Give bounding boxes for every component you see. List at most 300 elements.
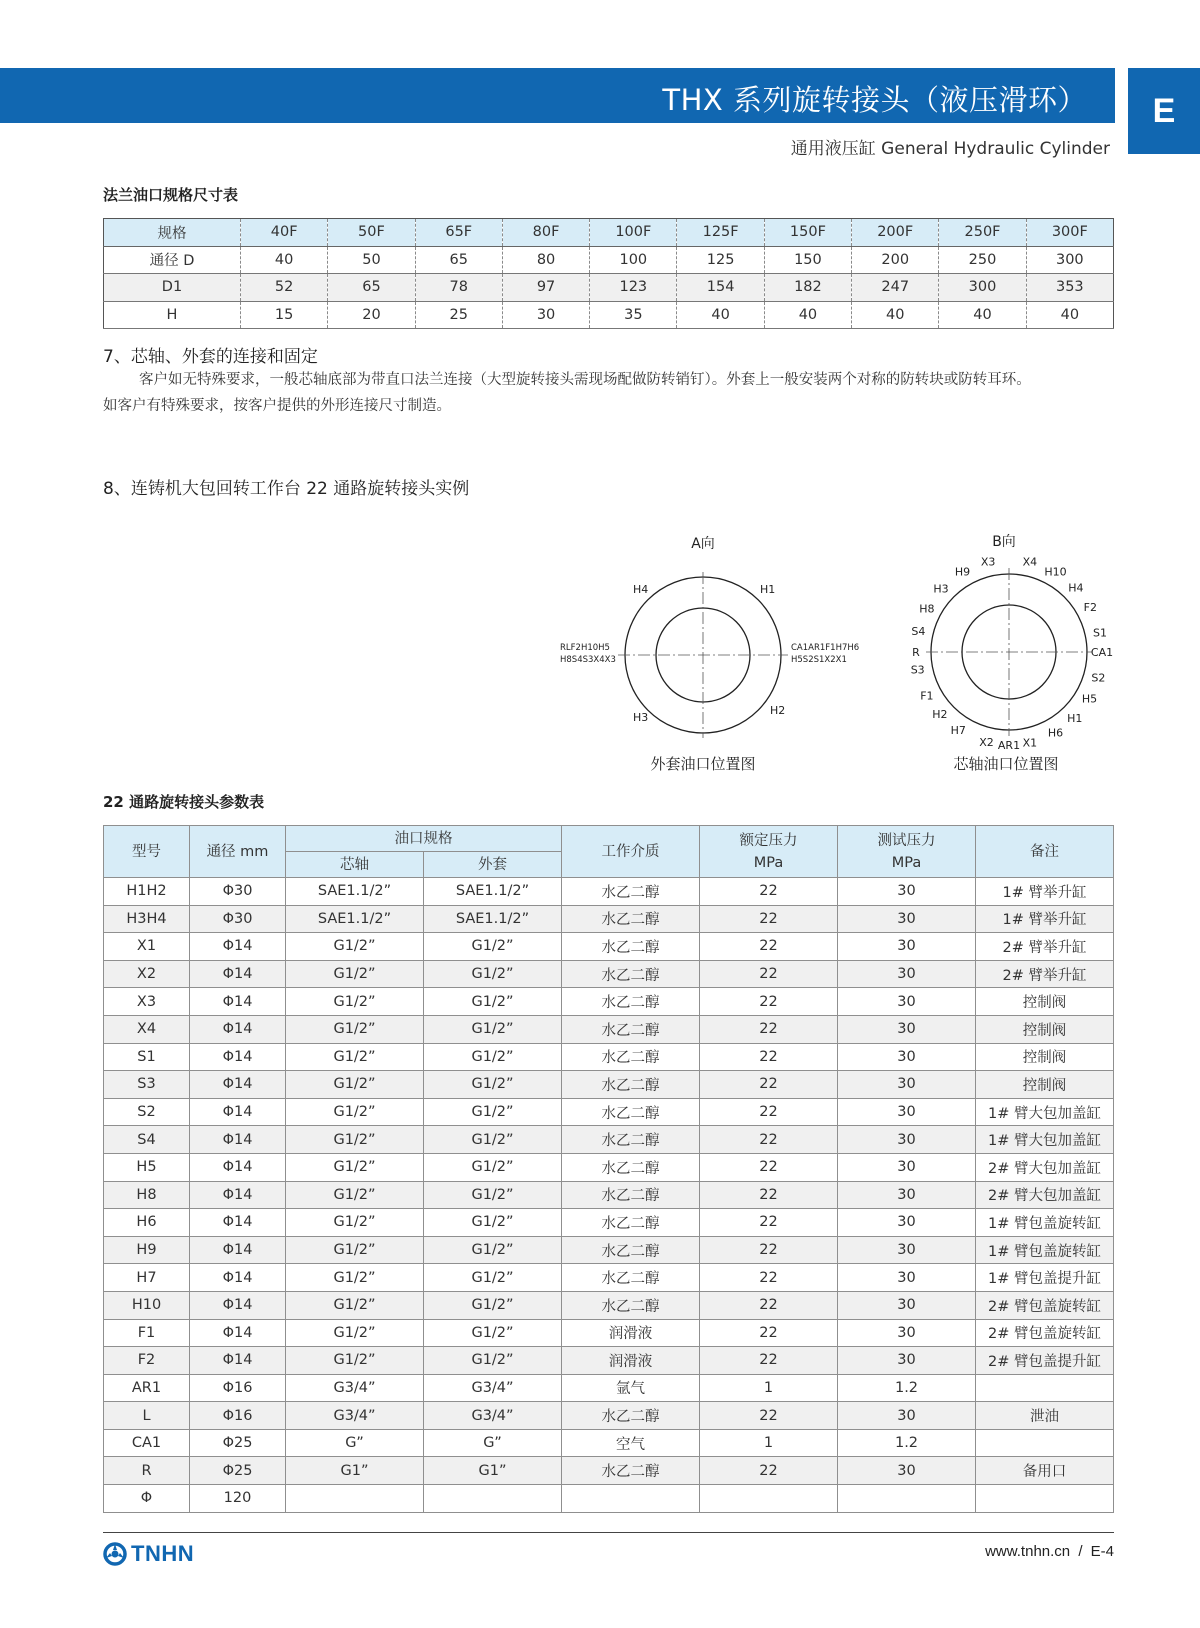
table-cell: H6 — [104, 1209, 190, 1237]
table-header-cell: 50F — [328, 219, 415, 247]
table-header-cell: 250F — [939, 219, 1026, 247]
port-label-b: H7 — [950, 724, 966, 737]
table-cell: 353 — [1026, 274, 1113, 302]
port-label-a: H3 — [633, 711, 649, 724]
table-cell: 22 — [700, 878, 838, 906]
table-cell: 2# 臂大包加盖缸 — [976, 1153, 1114, 1181]
table-row — [104, 1236, 1114, 1264]
table-cell: 120 — [190, 1485, 286, 1513]
table-cell: Φ14 — [190, 1347, 286, 1375]
table-row — [104, 274, 1114, 302]
table-cell: Φ14 — [190, 1264, 286, 1292]
table-cell: 30 — [838, 988, 976, 1016]
table-cell: 通径 D — [104, 246, 241, 274]
rated-pressure-unit: MPa — [753, 854, 784, 871]
table-cell: H7 — [104, 1264, 190, 1292]
table-cell: 1.2 — [838, 1429, 976, 1457]
table-cell: 控制阀 — [976, 1043, 1114, 1071]
table-row — [104, 1374, 1114, 1402]
table-cell: Φ14 — [190, 933, 286, 961]
table-cell: 30 — [838, 1347, 976, 1375]
table-cell: 22 — [700, 1236, 838, 1264]
port-label-b: H2 — [932, 708, 948, 722]
port-label-b: H10 — [1044, 565, 1067, 579]
table-row — [104, 988, 1114, 1016]
table-cell: 水乙二醇 — [562, 1043, 700, 1071]
table-cell: 22 — [700, 1015, 838, 1043]
table-cell: 30 — [838, 1291, 976, 1319]
table-cell: Φ14 — [190, 960, 286, 988]
table-row — [104, 960, 1114, 988]
table-cell: 22 — [700, 988, 838, 1016]
table-cell: L — [104, 1402, 190, 1430]
table-cell: 22 — [700, 1071, 838, 1099]
port-label-b: X1 — [1022, 736, 1038, 750]
table-cell: 30 — [838, 1126, 976, 1154]
table-cell: Φ25 — [190, 1457, 286, 1485]
table-cell: 水乙二醇 — [562, 1264, 700, 1292]
table-cell: 空气 — [562, 1429, 700, 1457]
page-subtitle: 通用液压缸 General Hydraulic Cylinder — [790, 139, 1110, 159]
table-cell: 1.2 — [838, 1374, 976, 1402]
table-cell: H — [104, 301, 241, 329]
port-label-b: H4 — [1068, 581, 1084, 595]
table-cell: 40 — [764, 301, 851, 329]
table-cell: 30 — [838, 1264, 976, 1292]
table-cell: Φ14 — [190, 1236, 286, 1264]
param-table-caption: 22 通路旋转接头参数表 — [103, 793, 265, 811]
table-cell: 22 — [700, 1153, 838, 1181]
table-cell: G” — [424, 1429, 562, 1457]
port-label-b: H1 — [1067, 711, 1083, 725]
table-cell: G1/2” — [424, 1098, 562, 1126]
table-cell: G3/4” — [286, 1402, 424, 1430]
table-cell: 22 — [700, 1264, 838, 1292]
table-cell: G1/2” — [424, 988, 562, 1016]
table-cell — [838, 1485, 976, 1513]
table-cell: 2# 臂大包加盖缸 — [976, 1181, 1114, 1209]
table-cell: SAE1.1/2” — [286, 905, 424, 933]
port-label-b: CA1 — [1090, 646, 1114, 659]
table-cell: H10 — [104, 1291, 190, 1319]
table-cell: H8 — [104, 1181, 190, 1209]
table-row — [104, 1209, 1114, 1237]
table-cell: 15 — [241, 301, 328, 329]
footer-page-info — [985, 1543, 1114, 1560]
table-cell: 65 — [328, 274, 415, 302]
table-cell: 40 — [939, 301, 1026, 329]
table-cell: 2# 臂举升缸 — [976, 933, 1114, 961]
table-cell: CA1 — [104, 1429, 190, 1457]
table-row — [104, 1485, 1114, 1513]
section-7-line-2: 如客户有特殊要求，按客户提供的外形连接尺寸制造。 — [103, 398, 451, 414]
port-label-b: S4 — [911, 625, 926, 639]
table-cell: 22 — [700, 933, 838, 961]
table-cell: S1 — [104, 1043, 190, 1071]
table-row — [104, 1347, 1114, 1375]
header-bar — [0, 68, 1115, 123]
port-label-b: X4 — [1022, 555, 1038, 569]
port-label-b: X2 — [979, 736, 994, 750]
table-cell: Φ14 — [190, 1071, 286, 1099]
table-cell: 22 — [700, 1043, 838, 1071]
page-number: E-4 — [1090, 1543, 1114, 1560]
header-port-spec: 油口规格 — [286, 826, 562, 852]
table-cell: 2# 臂包盖旋转缸 — [976, 1291, 1114, 1319]
table-cell: G1/2” — [424, 1181, 562, 1209]
table-cell: Φ14 — [190, 1291, 286, 1319]
table-cell: 1# 臂举升缸 — [976, 905, 1114, 933]
test-pressure-label: 测试压力 — [877, 832, 936, 849]
table-cell: Φ14 — [190, 1043, 286, 1071]
table-cell: Φ14 — [190, 1209, 286, 1237]
table-cell: 22 — [700, 1181, 838, 1209]
section-tab: E — [1128, 68, 1200, 154]
table-cell: H1H2 — [104, 878, 190, 906]
port-position-diagrams — [0, 520, 1200, 780]
table-cell: 22 — [700, 1319, 838, 1347]
port-group-label: H5S2S1X2X1 — [791, 655, 847, 665]
table-cell: 水乙二醇 — [562, 960, 700, 988]
section-8-heading: 8、连铸机大包回转工作台 22 通路旋转接头实例 — [103, 479, 470, 499]
table-cell: Φ30 — [190, 905, 286, 933]
table-cell: 35 — [590, 301, 677, 329]
table-header-cell: 80F — [502, 219, 589, 247]
table-cell: S2 — [104, 1098, 190, 1126]
header-bore: 通径 mm — [190, 826, 286, 878]
table-cell: 22 — [700, 1098, 838, 1126]
table-header-cell: 200F — [852, 219, 939, 247]
section-7-heading: 7、芯轴、外套的连接和固定 — [103, 347, 318, 367]
table-cell: G1/2” — [286, 1236, 424, 1264]
rated-pressure-label: 额定压力 — [739, 832, 798, 849]
table-cell: 水乙二醇 — [562, 1181, 700, 1209]
table-cell: Φ14 — [190, 988, 286, 1016]
table-cell: 30 — [838, 1071, 976, 1099]
table-cell: G1/2” — [286, 1153, 424, 1181]
table-cell: G1/2” — [286, 988, 424, 1016]
table-cell: D1 — [104, 274, 241, 302]
diagram-b-caption: 芯轴油口位置图 — [953, 755, 1059, 773]
table-cell: 50 — [328, 246, 415, 274]
table-cell: 123 — [590, 274, 677, 302]
table-cell: SAE1.1/2” — [424, 878, 562, 906]
table-cell: 润滑液 — [562, 1347, 700, 1375]
table-cell: F2 — [104, 1347, 190, 1375]
diagram-a-title: A向 — [691, 536, 715, 552]
table-cell: Φ14 — [190, 1098, 286, 1126]
table-row — [104, 905, 1114, 933]
port-label-b: H3 — [933, 582, 949, 596]
table-cell: 22 — [700, 1347, 838, 1375]
port-label-b: S2 — [1091, 671, 1106, 685]
table-cell: G1/2” — [424, 1264, 562, 1292]
table-header-cell: 40F — [241, 219, 328, 247]
table-cell: 150 — [764, 246, 851, 274]
table-cell: 22 — [700, 1126, 838, 1154]
table-cell: 备用口 — [976, 1457, 1114, 1485]
table-cell: X1 — [104, 933, 190, 961]
table-cell: G1/2” — [424, 933, 562, 961]
table-cell: Φ14 — [190, 1319, 286, 1347]
table-header-cell: 300F — [1026, 219, 1113, 247]
table-cell: 52 — [241, 274, 328, 302]
port-label-b: H6 — [1047, 726, 1064, 740]
table-cell: 水乙二醇 — [562, 1236, 700, 1264]
table-cell: G1/2” — [286, 1071, 424, 1099]
table-row — [104, 878, 1114, 906]
port-label-b: R — [912, 646, 920, 659]
diagram-b — [911, 534, 1113, 773]
table-cell: 30 — [838, 1457, 976, 1485]
table-row — [104, 1457, 1114, 1485]
table-cell: 1# 臂包盖提升缸 — [976, 1264, 1114, 1292]
table-cell: 1# 臂包盖旋转缸 — [976, 1236, 1114, 1264]
table-cell: G1/2” — [424, 1209, 562, 1237]
table-row — [104, 1181, 1114, 1209]
table-cell: SAE1.1/2” — [424, 905, 562, 933]
table-cell: 30 — [838, 1098, 976, 1126]
header-remark: 备注 — [976, 826, 1114, 878]
table-row — [104, 246, 1114, 274]
table-cell: X4 — [104, 1015, 190, 1043]
table-cell: 水乙二醇 — [562, 1153, 700, 1181]
table-cell: 水乙二醇 — [562, 988, 700, 1016]
table-row — [104, 933, 1114, 961]
table-cell: 22 — [700, 1209, 838, 1237]
table-cell — [700, 1485, 838, 1513]
table-cell: H3H4 — [104, 905, 190, 933]
table-cell: 控制阀 — [976, 1015, 1114, 1043]
table-cell: 1 — [700, 1429, 838, 1457]
table-cell: 25 — [415, 301, 502, 329]
table-cell: 2# 臂举升缸 — [976, 960, 1114, 988]
table-cell: Φ16 — [190, 1402, 286, 1430]
table-cell: 30 — [838, 1236, 976, 1264]
table-cell: 30 — [838, 933, 976, 961]
table-cell: 30 — [838, 1153, 976, 1181]
table-cell: X3 — [104, 988, 190, 1016]
diagram-a — [560, 536, 859, 773]
port-label-a: H4 — [633, 583, 649, 596]
table-cell: 氩气 — [562, 1374, 700, 1402]
table-header-cell: 150F — [764, 219, 851, 247]
header-core: 芯轴 — [286, 852, 424, 878]
table-cell: G1/2” — [424, 1015, 562, 1043]
company-logo — [103, 1541, 194, 1567]
table-cell: G1/2” — [424, 1126, 562, 1154]
table-cell: 控制阀 — [976, 1071, 1114, 1099]
table-cell: 水乙二醇 — [562, 1098, 700, 1126]
table-cell: G3/4” — [424, 1402, 562, 1430]
table-cell: 1 — [700, 1374, 838, 1402]
table-row — [104, 1402, 1114, 1430]
table-cell: Φ14 — [190, 1126, 286, 1154]
table-cell: 22 — [700, 905, 838, 933]
table-cell: G1/2” — [286, 1264, 424, 1292]
port-label-b: F2 — [1083, 600, 1097, 614]
port-label-b: H9 — [954, 565, 971, 579]
table-cell: G1/2” — [286, 1126, 424, 1154]
table-cell: G3/4” — [424, 1374, 562, 1402]
table-cell: 30 — [838, 1015, 976, 1043]
table-cell — [562, 1485, 700, 1513]
table-cell: 30 — [838, 1043, 976, 1071]
table-cell: 22 — [700, 960, 838, 988]
table-cell: G1/2” — [424, 1043, 562, 1071]
section-7-text — [103, 367, 1123, 419]
table-cell: 247 — [852, 274, 939, 302]
table-cell: 30 — [838, 1209, 976, 1237]
table-row — [104, 301, 1114, 329]
table-cell: Φ14 — [190, 1181, 286, 1209]
port-label-b: F1 — [920, 689, 934, 703]
table-cell: 300 — [939, 274, 1026, 302]
table-row — [104, 1264, 1114, 1292]
table-cell: H9 — [104, 1236, 190, 1264]
table-cell: G1/2” — [424, 1236, 562, 1264]
table-cell: 1# 臂包盖旋转缸 — [976, 1209, 1114, 1237]
table-cell: Φ14 — [190, 1015, 286, 1043]
table-cell: 水乙二醇 — [562, 1402, 700, 1430]
table-cell: 水乙二醇 — [562, 1015, 700, 1043]
table-cell: 水乙二醇 — [562, 1071, 700, 1099]
table-cell: 78 — [415, 274, 502, 302]
table-cell: 200 — [852, 246, 939, 274]
header-sleeve: 外套 — [424, 852, 562, 878]
table-cell: 100 — [590, 246, 677, 274]
table-cell: 250 — [939, 246, 1026, 274]
table-cell: G1/2” — [424, 1153, 562, 1181]
table-row — [104, 1071, 1114, 1099]
port-label-b: AR1 — [997, 739, 1021, 752]
table-row — [104, 1015, 1114, 1043]
table-cell: G” — [286, 1429, 424, 1457]
table-cell: G1/2” — [424, 1319, 562, 1347]
table-cell: 80 — [502, 246, 589, 274]
table-cell: G1/2” — [286, 1181, 424, 1209]
port-group-label: CA1AR1F1H7H6 — [791, 643, 860, 653]
table-cell: G1/2” — [286, 1043, 424, 1071]
table-cell: 水乙二醇 — [562, 1291, 700, 1319]
table-cell: G1/2” — [286, 960, 424, 988]
table-row — [104, 1429, 1114, 1457]
table-cell: G1/2” — [286, 1209, 424, 1237]
table-header-row — [104, 219, 1114, 247]
port-label-b: X3 — [980, 555, 996, 569]
table-cell: 40 — [677, 301, 764, 329]
table-cell: 97 — [502, 274, 589, 302]
footer-divider — [103, 1532, 1114, 1533]
table-row — [104, 1043, 1114, 1071]
table-cell: 30 — [838, 1402, 976, 1430]
port-label-a: H1 — [760, 583, 776, 596]
table-cell: 30 — [838, 905, 976, 933]
table-row — [104, 1126, 1114, 1154]
table-cell: G1/2” — [286, 1098, 424, 1126]
table-cell: 2# 臂包盖提升缸 — [976, 1347, 1114, 1375]
table-cell: 30 — [838, 1181, 976, 1209]
table-cell — [286, 1485, 424, 1513]
port-label-a: H2 — [770, 704, 786, 717]
page-title: THX 系列旋转接头（液压滑环） — [662, 83, 1087, 117]
table-cell: G1/2” — [286, 933, 424, 961]
diagram-a-caption: 外套油口位置图 — [650, 755, 756, 773]
diagram-b-title: B向 — [992, 534, 1016, 550]
port-label-b: S3 — [910, 663, 925, 677]
table-cell: 水乙二醇 — [562, 1209, 700, 1237]
table-header-cell: 125F — [677, 219, 764, 247]
table-row — [104, 1291, 1114, 1319]
header-test-pressure — [838, 826, 976, 878]
table-cell: G1/2” — [286, 1015, 424, 1043]
table-cell — [976, 1429, 1114, 1457]
table-cell: 40 — [241, 246, 328, 274]
header-model: 型号 — [104, 826, 190, 878]
table-cell: 1# 臂举升缸 — [976, 878, 1114, 906]
table-cell: 水乙二醇 — [562, 1457, 700, 1485]
table-cell: G1/2” — [424, 1291, 562, 1319]
table-cell: 22 — [700, 1402, 838, 1430]
port-group-label: RLF2H10H5 — [560, 643, 610, 653]
section-7-line-1: 客户如无特殊要求，一般芯轴底部为带直口法兰连接（大型旋转接头需现场配做防转销钉）。外套上一般安装两个对称的防转块或防转耳环。 — [139, 372, 1031, 388]
table-cell: Φ14 — [190, 1153, 286, 1181]
footer-url[interactable]: www.tnhn.cn — [985, 1543, 1071, 1560]
table-cell — [976, 1374, 1114, 1402]
table-cell: 182 — [764, 274, 851, 302]
table-cell: 20 — [328, 301, 415, 329]
table-cell: 1# 臂大包加盖缸 — [976, 1126, 1114, 1154]
table-cell: 30 — [838, 878, 976, 906]
table-row — [104, 1098, 1114, 1126]
param-table — [103, 825, 1114, 1513]
table-cell: X2 — [104, 960, 190, 988]
table-cell: 润滑液 — [562, 1319, 700, 1347]
table-cell: 30 — [502, 301, 589, 329]
table-header-cell: 规格 — [104, 219, 241, 247]
table-cell: Φ16 — [190, 1374, 286, 1402]
table-cell: F1 — [104, 1319, 190, 1347]
table-cell: G1” — [424, 1457, 562, 1485]
table-cell: 水乙二醇 — [562, 878, 700, 906]
table-cell: 水乙二醇 — [562, 1126, 700, 1154]
table-cell: 水乙二醇 — [562, 933, 700, 961]
table-cell: G1/2” — [424, 1347, 562, 1375]
table-cell: 30 — [838, 960, 976, 988]
table-cell: AR1 — [104, 1374, 190, 1402]
port-label-b: H5 — [1081, 692, 1098, 706]
table-cell: G1/2” — [424, 1071, 562, 1099]
table-cell: Φ25 — [190, 1429, 286, 1457]
port-label-b: S1 — [1093, 626, 1107, 640]
table-cell: 154 — [677, 274, 764, 302]
table-cell: 泄油 — [976, 1402, 1114, 1430]
logo-mark-icon — [103, 1542, 127, 1566]
table-cell: 22 — [700, 1457, 838, 1485]
table-cell: 22 — [700, 1291, 838, 1319]
table-cell: SAE1.1/2” — [286, 878, 424, 906]
table-cell — [424, 1485, 562, 1513]
table-cell: 300 — [1026, 246, 1113, 274]
table-cell: G1/2” — [286, 1347, 424, 1375]
flange-table-caption: 法兰油口规格尺寸表 — [103, 186, 239, 204]
table-cell: S3 — [104, 1071, 190, 1099]
table-cell: 30 — [838, 1319, 976, 1347]
table-cell: 控制阀 — [976, 988, 1114, 1016]
table-row — [104, 1319, 1114, 1347]
table-header-cell: 65F — [415, 219, 502, 247]
table-cell — [976, 1485, 1114, 1513]
